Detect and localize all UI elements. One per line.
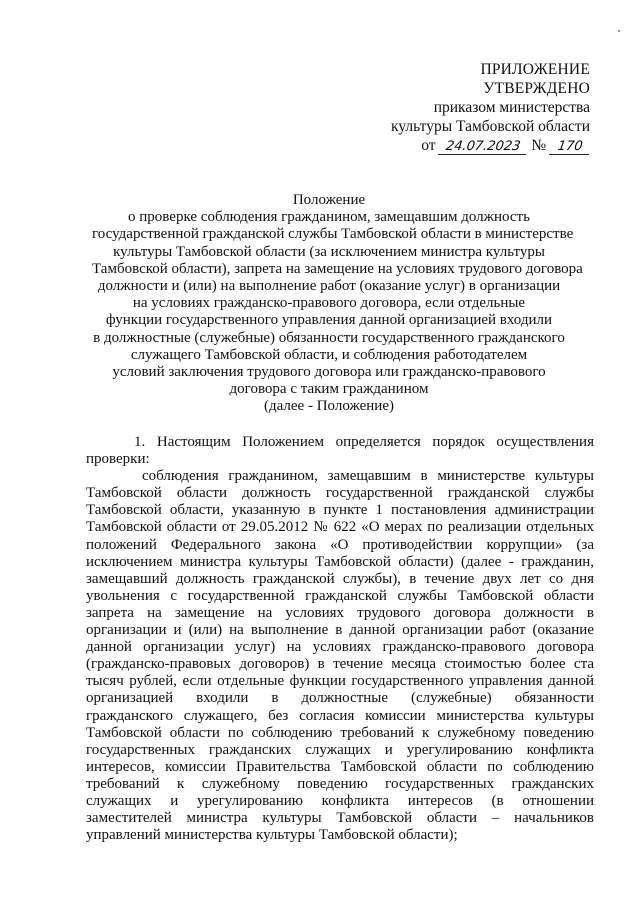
title-line: государственной гражданской службы Тамбовской области в министерстве — [92, 226, 574, 243]
document-body — [86, 434, 594, 844]
approval-header — [391, 60, 590, 155]
paragraph-line: заместителей министра культуры Тамбовской области – начальников — [86, 810, 594, 827]
number-prefix: № — [531, 137, 547, 154]
paragraph-line: Тамбовской области по соблюдению требований к служебному поведению — [86, 724, 594, 741]
paragraph-line: увольнения с государственной гражданской службы Тамбовской области — [86, 587, 594, 604]
paragraph-line: организацией входили в должностные (служебные) обязанности — [86, 690, 594, 707]
order-line: приказом министерства — [433, 99, 590, 116]
handwritten-date: 24.07.2023 — [438, 140, 528, 155]
title-line: в должностные (служебные) обязанности государственного гражданского — [93, 329, 565, 346]
title-line: должности и (или) на выполнение работ (оказание услуг) в организации — [97, 278, 561, 295]
paragraph-line: гражданского служащего, без согласия комиссии министерства культуры — [86, 707, 594, 724]
paragraph-line: замещавший должность гражданской службы), в течение двух лет со дня — [86, 570, 594, 587]
paragraph-line: требований к служебному поведению государственных гражданских — [86, 775, 594, 792]
title-line: служащего Тамбовской области, и соблюдения работодателем — [130, 346, 528, 363]
paragraph-line: (гражданско-правовых договоров) в течение месяца стоимостью более ста — [86, 656, 594, 673]
paragraph-line: данной организации услуг) на условиях гражданско-правового договора — [86, 639, 594, 656]
paragraph-line: положений Федерального закона «О противодействии коррупции» (за — [86, 536, 594, 553]
title-heading: Положение — [292, 192, 366, 208]
paragraph-line: Тамбовской области, указанную в пункте 1 постановления администрации — [86, 502, 594, 519]
paragraph-line: Тамбовской области должность государственной гражданской службы — [86, 485, 594, 502]
title-line: о проверке соблюдения гражданином, замещавшим должность — [128, 209, 530, 226]
appendix-label: ПРИЛОЖЕНИЕ — [480, 61, 590, 78]
paragraph-line: интересов, комиссии Правительства Тамбовской области по соблюдению — [86, 758, 594, 775]
document-title — [92, 192, 583, 416]
paragraph-line: государственных гражданских служащих и урегулированию конфликта — [86, 741, 594, 758]
title-line: культуры Тамбовской области (за исключением министра культуры — [113, 243, 545, 260]
date-number-line — [391, 136, 590, 155]
paragraph-2 — [86, 468, 594, 844]
date-prefix: от — [421, 137, 436, 154]
paragraph-line: соблюдения гражданином, замещавшим в министерстве культуры — [142, 468, 594, 485]
paragraph-line: проверки: — [86, 451, 150, 468]
title-line: условий заключения трудового договора или гражданско-правового — [112, 364, 546, 381]
title-line: функции государственного управления данной организацией входили — [105, 312, 553, 329]
scan-speck — [618, 30, 620, 32]
paragraph-line: Тамбовской области от 29.05.2012 № 622 «О мерах по реализации отдельных — [86, 519, 594, 536]
paragraph-line: организации и (или) на выполнение в данной организации работ (оказание — [86, 622, 594, 639]
handwritten-number: 170 — [549, 140, 591, 155]
paragraph-line: служащих и урегулированию конфликта интересов (в отношении — [86, 792, 594, 809]
title-line: договора с таким гражданином — [229, 381, 429, 398]
ministry-line: культуры Тамбовской области — [391, 118, 590, 135]
paragraph-line: управлений министерства культуры Тамбовской области); — [86, 827, 458, 844]
paragraph-1 — [86, 434, 594, 468]
paragraph-line: 1. Настоящим Положением определяется порядок осуществления — [134, 434, 594, 450]
paragraph-line: тысяч рублей, если отдельные функции государственного управления данной — [86, 673, 594, 690]
title-line: (далее - Положение) — [264, 398, 394, 415]
paragraph-line: исключением министра культуры Тамбовской области) (далее - гражданин, — [86, 553, 594, 570]
title-line: Тамбовской области), запрета на замещение на условиях трудового договора — [92, 260, 583, 277]
title-line: на условиях гражданско-правового договора, если отдельные — [132, 295, 526, 312]
approved-label: УТВЕРЖДЕНО — [483, 80, 590, 97]
paragraph-line: запрета на замещение на условиях трудового договора должности в — [86, 604, 594, 621]
